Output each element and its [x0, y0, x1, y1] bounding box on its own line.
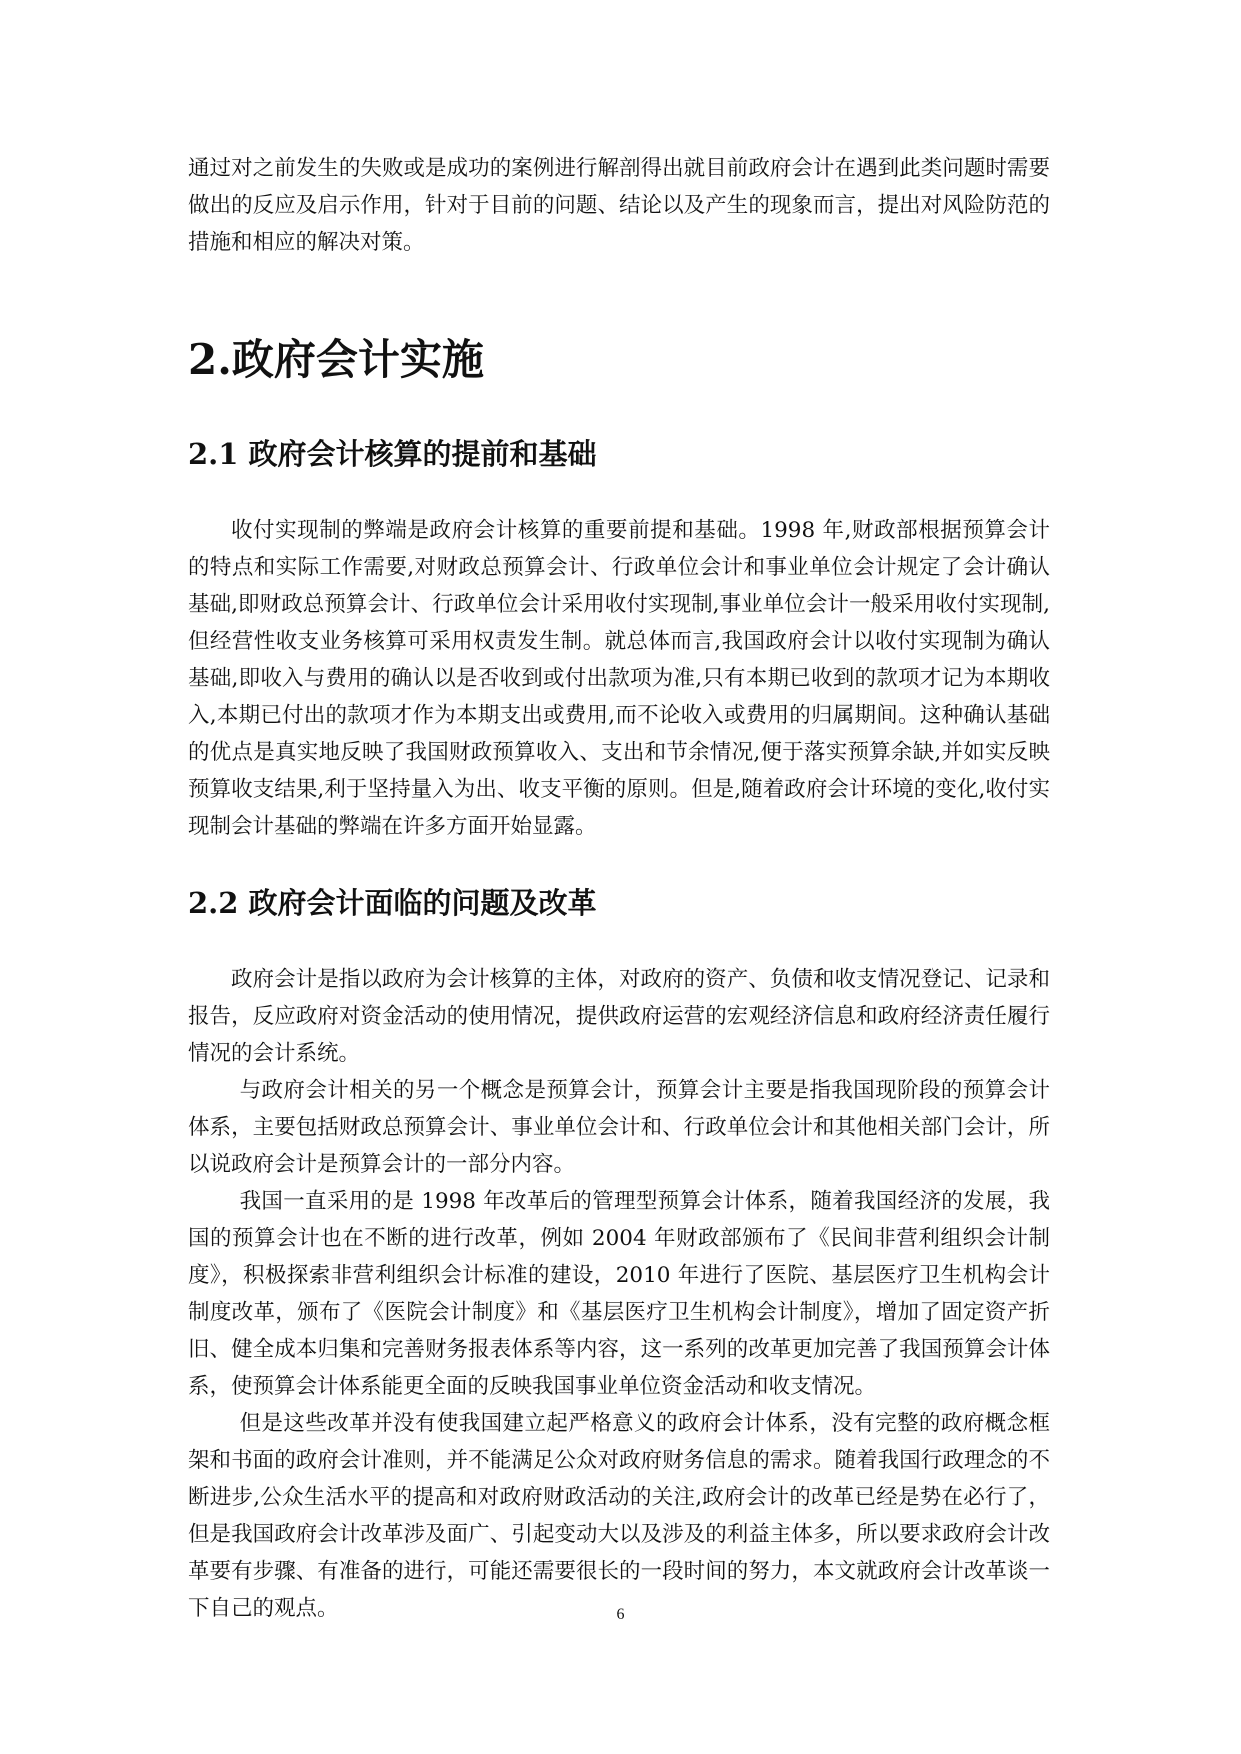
chapter-title: 2.政府会计实施 — [188, 335, 484, 384]
section-2-2-title: 2.2 政府会计面临的问题及改革 — [188, 886, 597, 920]
section-2-1-title: 2.1 政府会计核算的提前和基础 — [188, 437, 597, 471]
section-2-1-paragraph: 收付实现制的弊端是政府会计核算的重要前提和基础。1998 年,财政部根据预算会计的特点和实际工作需要,对财政总预算会计、行政单位会计和事业单位会计规定了会计确认基础,即财政总预算会计、行政单位会计采用收付实现制,事业单位会计一般采用收付实现制,但经营性收支业务核算可采用权责发生制。就总体而言,我国政府会计以收付实现制为确认基础,即收入与费用的确认以是否收到或付出款项为准,只有本期已收到的款项才记为本期收入,本期已付出的款项才作为本期支出或费用,而不论收入或费用的归属期间。这种确认基础的优点是真实地反映了我国财政预算收入、支出和节余情况,便于落实预算余缺,并如实反映预算收支结果,利于坚持量入为出、收支平衡的原则。但是,随着政府会计环境的变化,收付实现制会计基础的弊端在许多方面开始显露。 — [188, 518, 1050, 839]
page-number: 6 — [616, 1606, 625, 1623]
section-2-2-paragraph-4: 但是这些改革并没有使我国建立起严格意义的政府会计体系，没有完整的政府概念框架和书面的政府会计准则，并不能满足公众对政府财务信息的需求。随着我国行政理念的不断进步,公众生活水平的提高和对政府财政活动的关注,政府会计的改革已经是势在必行了，但是我国政府会计改革涉及面广、引起变动大以及涉及的利益主体多，所以要求政府会计改革要有步骤、有准备的进行，可能还需要很长的一段时间的努力，本文就政府会计改革谈一下自己的观点。 — [188, 1411, 1050, 1621]
section-2-2-paragraph-2: 与政府会计相关的另一个概念是预算会计，预算会计主要是指我国现阶段的预算会计体系，主要包括财政总预算会计、事业单位会计和、行政单位会计和其他相关部门会计，所以说政府会计是预算会计的一部分内容。 — [188, 1078, 1050, 1177]
page-content — [188, 150, 1050, 1627]
section-2-2-paragraph-3: 我国一直采用的是 1998 年改革后的管理型预算会计体系，随着我国经济的发展，我国的预算会计也在不断的进行改革，例如 2004 年财政部颁布了《民间非营利组织会计制度》，积极探索非营利组织会计标准的建设，2010 年进行了医院、基层医疗卫生机构会计制度改革，颁布了《医院会计制度》和《基层医疗卫生机构会计制度》，增加了固定资产折旧、健全成本归集和完善财务报表体系等内容，这一系列的改革更加完善了我国预算会计体系，使预算会计体系能更全面的反映我国事业单位资金活动和收支情况。 — [188, 1189, 1050, 1399]
intro-paragraph: 通过对之前发生的失败或是成功的案例进行解剖得出就目前政府会计在遇到此类问题时需要做出的反应及启示作用，针对于目前的问题、结论以及产生的现象而言，提出对风险防范的措施和相应的解决对策。 — [188, 156, 1050, 255]
section-2-2-paragraph-1: 政府会计是指以政府为会计核算的主体，对政府的资产、负债和收支情况登记、记录和报告，反应政府对资金活动的使用情况，提供政府运营的宏观经济信息和政府经济责任履行情况的会计系统。 — [188, 967, 1050, 1066]
